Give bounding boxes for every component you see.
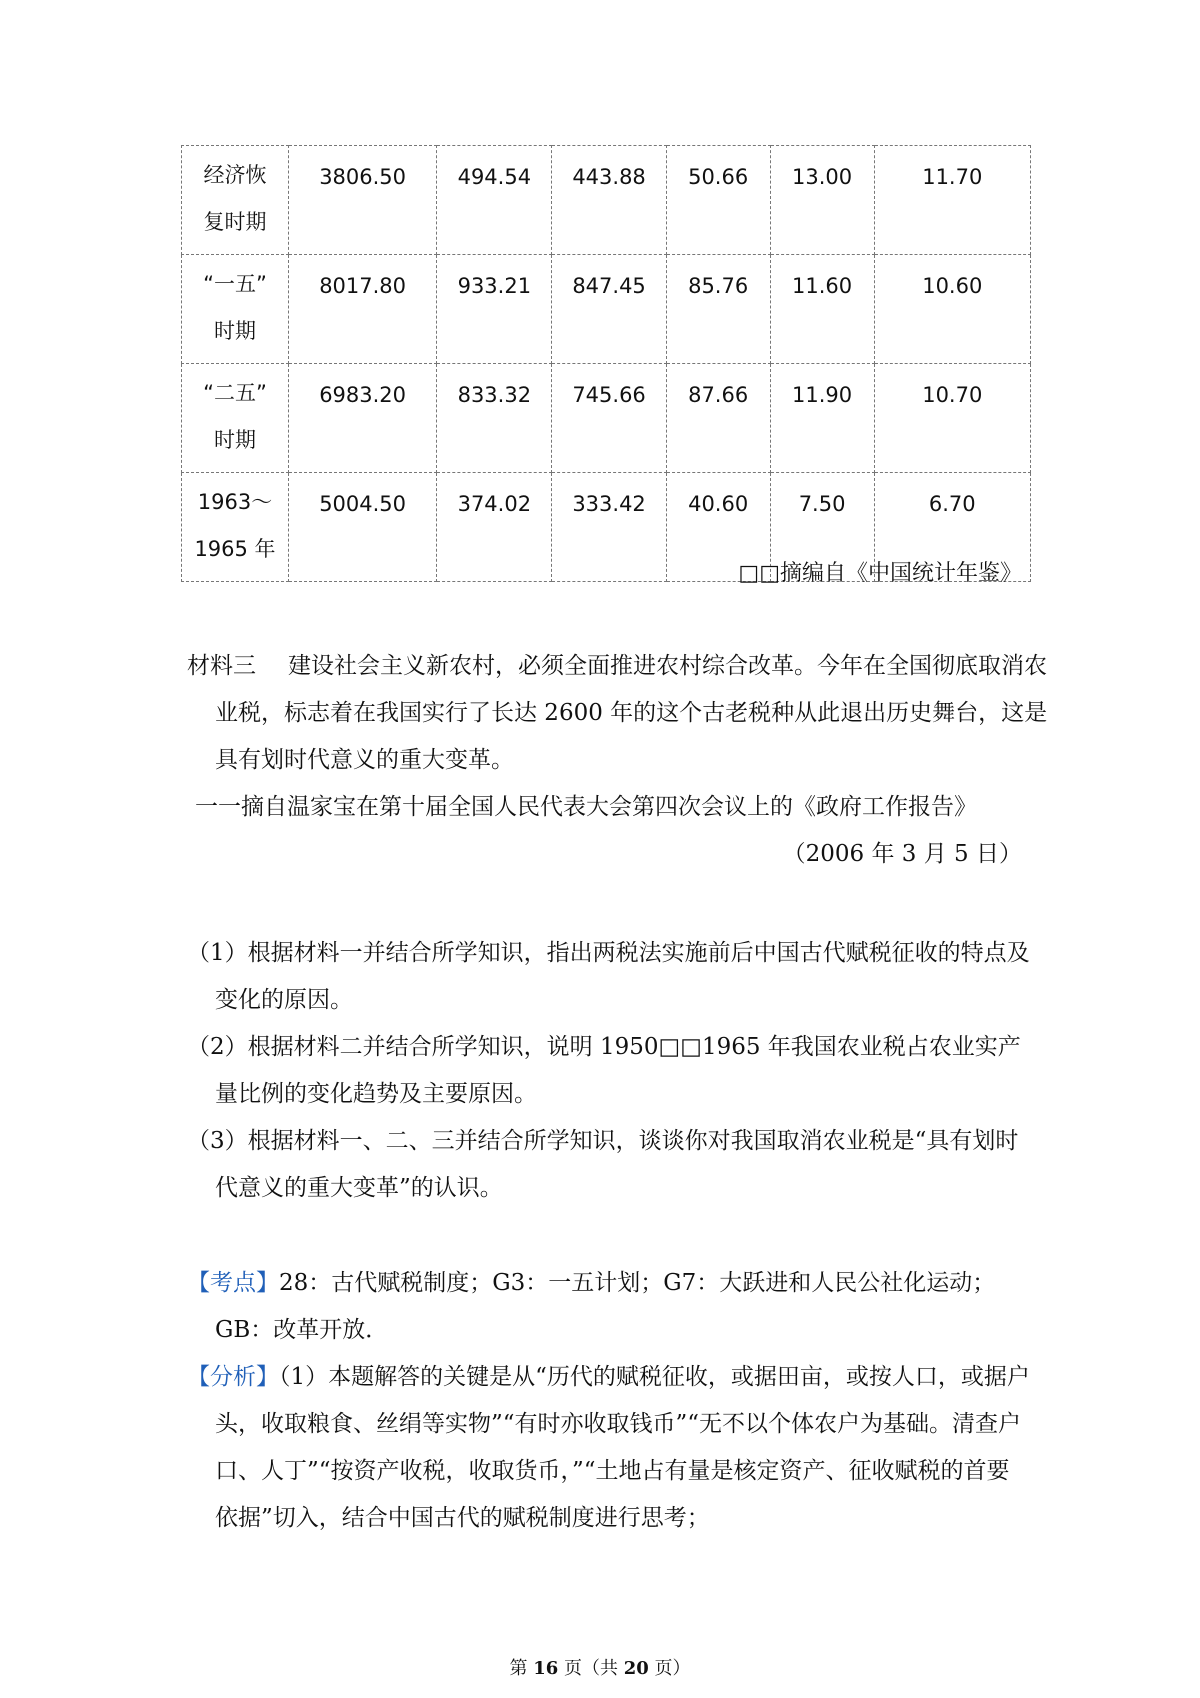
table-cell: 847.45 xyxy=(552,255,666,364)
table-row xyxy=(182,255,1031,364)
kaodian-paragraph xyxy=(187,1260,1032,1354)
total-pages: 20 xyxy=(623,1658,649,1679)
table-cell: 333.42 xyxy=(552,473,666,582)
table-cell: 11.90 xyxy=(770,364,874,473)
question-item: （1）根据材料一并结合所学知识，指出两税法实施前后中国古代赋税征收的特点及变化的原因。 xyxy=(187,940,1030,1013)
table-cell: 40.60 xyxy=(666,473,770,582)
page-number: 16 xyxy=(533,1658,559,1679)
fenxi-tag: 【分析】 xyxy=(187,1364,279,1390)
answer-section xyxy=(187,1260,1032,1542)
kaodian-text: 28：古代赋税制度；G3：一五计划；G7：大跃进和人民公社化运动；GB：改革开放． xyxy=(215,1270,996,1343)
table-cell: 11.60 xyxy=(770,255,874,364)
statistics-table xyxy=(181,145,1031,582)
table-cell: 8017.80 xyxy=(289,255,437,364)
table-cell: 374.02 xyxy=(437,473,552,582)
material-citation: 一一摘自温家宝在第十届全国人民代表大会第四次会议上的《政府工作报告》 xyxy=(195,794,977,820)
table-cell: 933.21 xyxy=(437,255,552,364)
question-list xyxy=(187,930,1032,1212)
table-cell: 87.66 xyxy=(666,364,770,473)
period-cell: “二五” 时期 xyxy=(182,364,289,473)
table-cell: 13.00 xyxy=(770,146,874,255)
material-date: （2006 年 3 月 5 日） xyxy=(782,841,1022,867)
table-row xyxy=(182,364,1031,473)
material-three xyxy=(187,643,1060,784)
page-footer: 第 16 页（共 20 页） xyxy=(509,1658,691,1679)
table-cell: 85.76 xyxy=(666,255,770,364)
material-label: 材料三 xyxy=(187,653,256,679)
question-item: （3）根据材料一、二、三并结合所学知识，谈谈你对我国取消农业税是“具有划时代意义的重大变革”的认识。 xyxy=(187,1128,1019,1201)
fenxi-paragraph xyxy=(187,1354,1032,1542)
table-cell: 10.60 xyxy=(874,255,1030,364)
period-cell: “一五” 时期 xyxy=(182,255,289,364)
table-cell: 745.66 xyxy=(552,364,666,473)
material-text: 建设社会主义新农村，必须全面推进农村综合改革。今年在全国彻底取消农业税，标志着在我国实行了长达 2600 年的这个古老税种从此退出历史舞台，这是具有划时代意义的重大变革。 xyxy=(215,653,1048,773)
table-cell: 833.32 xyxy=(437,364,552,473)
table-cell: 7.50 xyxy=(770,473,874,582)
kaodian-tag: 【考点】 xyxy=(187,1270,279,1296)
table-cell: 11.70 xyxy=(874,146,1030,255)
table-source: □□摘编自《中国统计年鉴》 xyxy=(738,561,1022,586)
fenxi-text: （1）本题解答的关键是从“历代的赋税征收，或据田亩，或按人口，或据户头，收取粮食、丝绢等实物”“有时亦收取钱币”“无不以个体农户为基础。清查户口、人丁”“按资产收税，收取货币，”“土地占有量是核定资产、征收赋税的首要依据”切入，结合中国古代的赋税制度进行思考； xyxy=(215,1364,1030,1531)
table-cell: 6.70 xyxy=(874,473,1030,582)
question-item: （2）根据材料二并结合所学知识，说明 1950□□1965 年我国农业税占农业实产量比例的变化趋势及主要原因。 xyxy=(187,1034,1021,1107)
table-cell: 494.54 xyxy=(437,146,552,255)
table-cell: 5004.50 xyxy=(289,473,437,582)
period-cell: 1963～ 1965 年 xyxy=(182,473,289,582)
table-cell: 50.66 xyxy=(666,146,770,255)
table-row xyxy=(182,146,1031,255)
table-cell: 3806.50 xyxy=(289,146,437,255)
table-cell: 10.70 xyxy=(874,364,1030,473)
table-cell: 6983.20 xyxy=(289,364,437,473)
table-cell: 443.88 xyxy=(552,146,666,255)
period-cell: 经济恢 复时期 xyxy=(182,146,289,255)
